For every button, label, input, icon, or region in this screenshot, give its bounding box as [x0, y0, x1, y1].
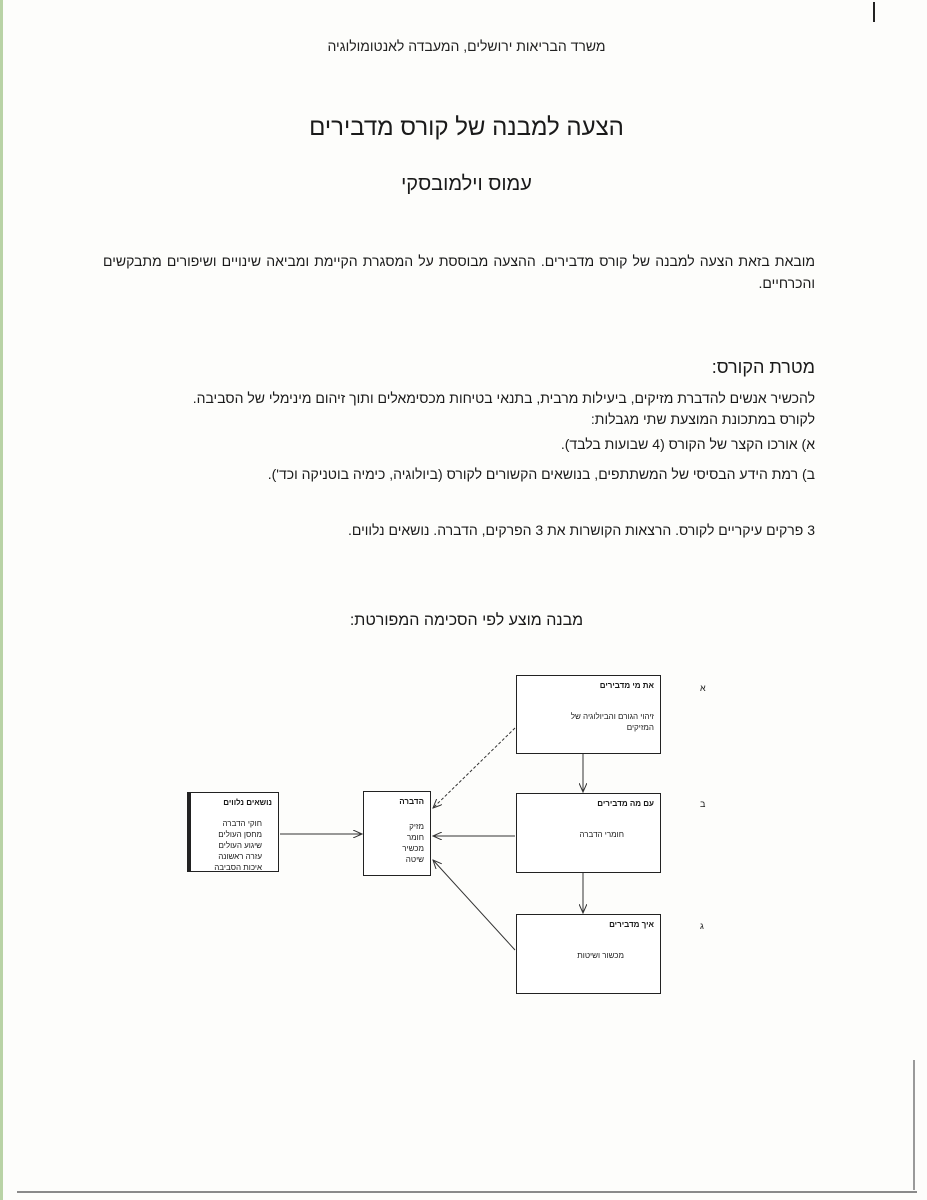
- box-b-letter: ב: [700, 799, 706, 809]
- box-a-title: את מי מדבירים: [599, 681, 654, 690]
- parts-paragraph: 3 פרקים עיקריים לקורס. הרצאות הקושרות את 3 הפרקים, הדברה. נושאים נלווים.: [347, 522, 815, 538]
- box-related-topics: [187, 792, 279, 872]
- box-c-title: איך מדבירים: [609, 920, 654, 929]
- box-talk-title: הדברה: [399, 797, 424, 806]
- limitation-b: ב) רמת הידע הבסיסי של המשתתפים, בנושאים הקשורים לקורס (ביולוגיה, כימיה בוטניקה וכד').: [267, 466, 815, 482]
- arrow-c-to-talk: [433, 860, 515, 950]
- box-b-title: עם מה מדבירים: [597, 799, 654, 808]
- box-talk-item: שיטה: [405, 855, 424, 864]
- box-a-line-2: המזיקים: [626, 723, 654, 732]
- box-a-letter: א: [700, 683, 706, 693]
- box-b-line-1: חומרי הדברה: [579, 830, 624, 839]
- scan-bottom-edge: [17, 1191, 917, 1193]
- box-c-line-1: מכשור ושיטות: [577, 951, 624, 960]
- limitation-a: א) אורכו הקצר של הקורס (4 שבועות בלבד).: [560, 436, 815, 452]
- box-with-what: [516, 793, 661, 873]
- box-topics-item: מחסן העולים: [218, 830, 262, 839]
- arrow-a-to-talk: [433, 728, 515, 808]
- box-c-letter: ג: [700, 921, 704, 931]
- goal-text: [95, 388, 815, 430]
- goal-heading: מטרת הקורס:: [711, 357, 815, 377]
- box-talk-item: מזיק: [409, 822, 424, 831]
- box-extermination: [363, 791, 431, 876]
- box-talk-item: חומר: [406, 833, 424, 842]
- course-structure-diagram: [153, 650, 753, 1010]
- scan-edge: [913, 1060, 915, 1190]
- box-topics-item: חוקי הדברה: [222, 819, 262, 828]
- box-talk-item: מכשיר: [402, 844, 424, 853]
- intro-paragraph: מובאת בזאת הצעה למבנה של קורס מדבירים. ההצעה מבוססת על המסגרת הקיימת ומביאה שינויים ושיפורים מתבקשים והכרחיים.: [103, 253, 815, 291]
- author-name: עמוס וילמובסקי: [401, 173, 532, 195]
- page-header: משרד הבריאות ירושלים, המעבדה לאנטומולוגיה: [327, 38, 606, 54]
- box-who-to-exterminate: [516, 675, 661, 754]
- document-title: הצעה למבנה של קורס מדבירים: [309, 114, 624, 141]
- goal-line-1: להכשיר אנשים להדברת מזיקים, ביעילות מרבית, בתנאי בטיחות מכסימאלים ותוך זיהום מינימלי של הסביבה.: [192, 390, 815, 406]
- goal-line-2: לקורס במתכונת המוצעת שתי מגבלות:: [590, 411, 815, 427]
- box-how: [516, 914, 661, 994]
- scan-mark: [873, 2, 875, 22]
- box-topics-item: שיגוע העולים: [218, 841, 262, 850]
- diagram-caption: מבנה מוצע לפי הסכימה המפורטת:: [349, 612, 584, 629]
- box-topics-item: איכות הסביבה: [214, 863, 262, 872]
- box-topics-item: עזרה ראשונה: [218, 852, 262, 861]
- box-a-line-1: זיהוי הגורם והביולוגיה של: [570, 712, 654, 721]
- box-topics-title: נושאים נלווים: [223, 798, 272, 807]
